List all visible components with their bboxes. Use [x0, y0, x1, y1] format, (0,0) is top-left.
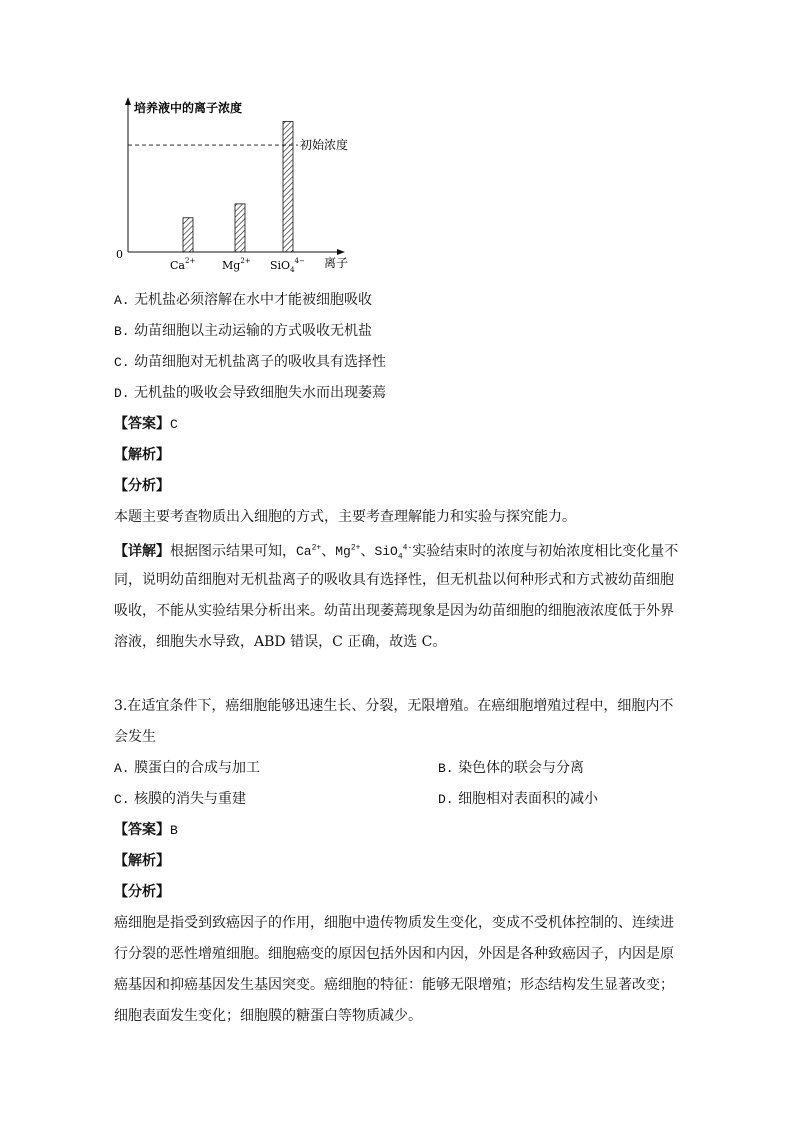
q3-fenxi-line-3: 癌基因和抑癌基因发生基因突变。癌细胞的特征：能够无限增殖；形态结构发生显著改变； [114, 977, 674, 993]
bar-mg [235, 204, 245, 252]
q3-option-a: A. 膜蛋白的合成与加工 [114, 760, 261, 776]
q2-fenxi-text: 本题主要考查物质出入细胞的方式，主要考查理解能力和实验与探究能力。 [114, 509, 576, 525]
y-axis-label: 培养液中的离子浓度 [134, 101, 243, 115]
origin-label: 0 [116, 248, 123, 261]
x-axis-arrow [337, 249, 345, 255]
q3-stem-line-1: 3.在适宜条件下，癌细胞能够迅速生长、分裂，无限增殖。在癌细胞增殖过程中，细胞内不 [114, 698, 674, 714]
q2-option-c: C. 幼苗细胞对无机盐离子的吸收具有选择性 [114, 354, 387, 370]
ion-concentration-chart [108, 95, 368, 280]
q3-option-d: D. 细胞相对表面积的减小 [438, 791, 599, 807]
q3-analysis-tag: 【解析】 [114, 853, 170, 869]
x-axis-label: 离子 [324, 256, 349, 270]
bar-ca [183, 218, 193, 252]
q3-option-c: C. 核膜的消失与重建 [114, 791, 247, 807]
q2-answer: 【答案】C [114, 416, 178, 432]
q2-detail-line-1: 【详解】根据图示结果可知，$Ca^{2+}$、$Mg^{2+}$、SiO$_4^{4-}$实验结束时的浓度与初始浓度相比变化量不 [114, 543, 679, 562]
initial-concentration-label: 初始浓度 [300, 138, 349, 153]
q3-fenxi-line-1: 癌细胞是指受到致癌因子的作用，细胞中遗传物质发生变化，变成不受机体控制的、连续进 [114, 915, 674, 931]
y-axis-arrow [125, 97, 131, 105]
q2-analysis-tag: 【解析】 [114, 447, 170, 463]
q2-detail-line-2: 同，说明幼苗细胞对无机盐离子的吸收具有选择性，但无机盐以何种形式和方式被幼苗细胞 [114, 572, 674, 588]
q3-fenxi-line-2: 行分裂的恶性增殖细胞。细胞癌变的原因包括外因和内因，外因是各种致癌因子，内因是原 [114, 946, 674, 962]
bar-sio4 [283, 122, 293, 252]
q3-answer: 【答案】B [114, 822, 178, 838]
q3-option-b: B. 染色体的联会与分离 [438, 760, 585, 776]
q2-detail-line-3: 吸收，不能从实验结果分析出来。幼苗出现萎蔫现象是因为幼苗细胞的细胞液浓度低于外界 [114, 603, 674, 619]
tick-label-mg: $Mg^{2+}$ [222, 257, 251, 272]
q2-fenxi-tag: 【分析】 [114, 478, 170, 494]
q3-fenxi-line-4: 细胞表面发生变化；细胞膜的糖蛋白等物质减少。 [114, 1008, 422, 1024]
q2-option-a: A. 无机盐必须溶解在水中才能被细胞吸收 [114, 292, 373, 308]
tick-label-sio4: SiO$_4^{4-}$ [270, 257, 305, 274]
q2-option-d: D. 无机盐的吸收会导致细胞失水而出现萎蔫 [114, 385, 387, 401]
q3-fenxi-tag: 【分析】 [114, 884, 170, 900]
q3-stem-line-2: 会发生 [114, 729, 156, 745]
q2-detail-line-4: 溶液，细胞失水导致，ABD 错误，C 正确，故选 C。 [114, 634, 447, 650]
q2-option-b: B. 幼苗细胞以主动运输的方式吸收无机盐 [114, 323, 373, 339]
tick-label-ca: $Ca^{2+}$ [170, 257, 196, 272]
